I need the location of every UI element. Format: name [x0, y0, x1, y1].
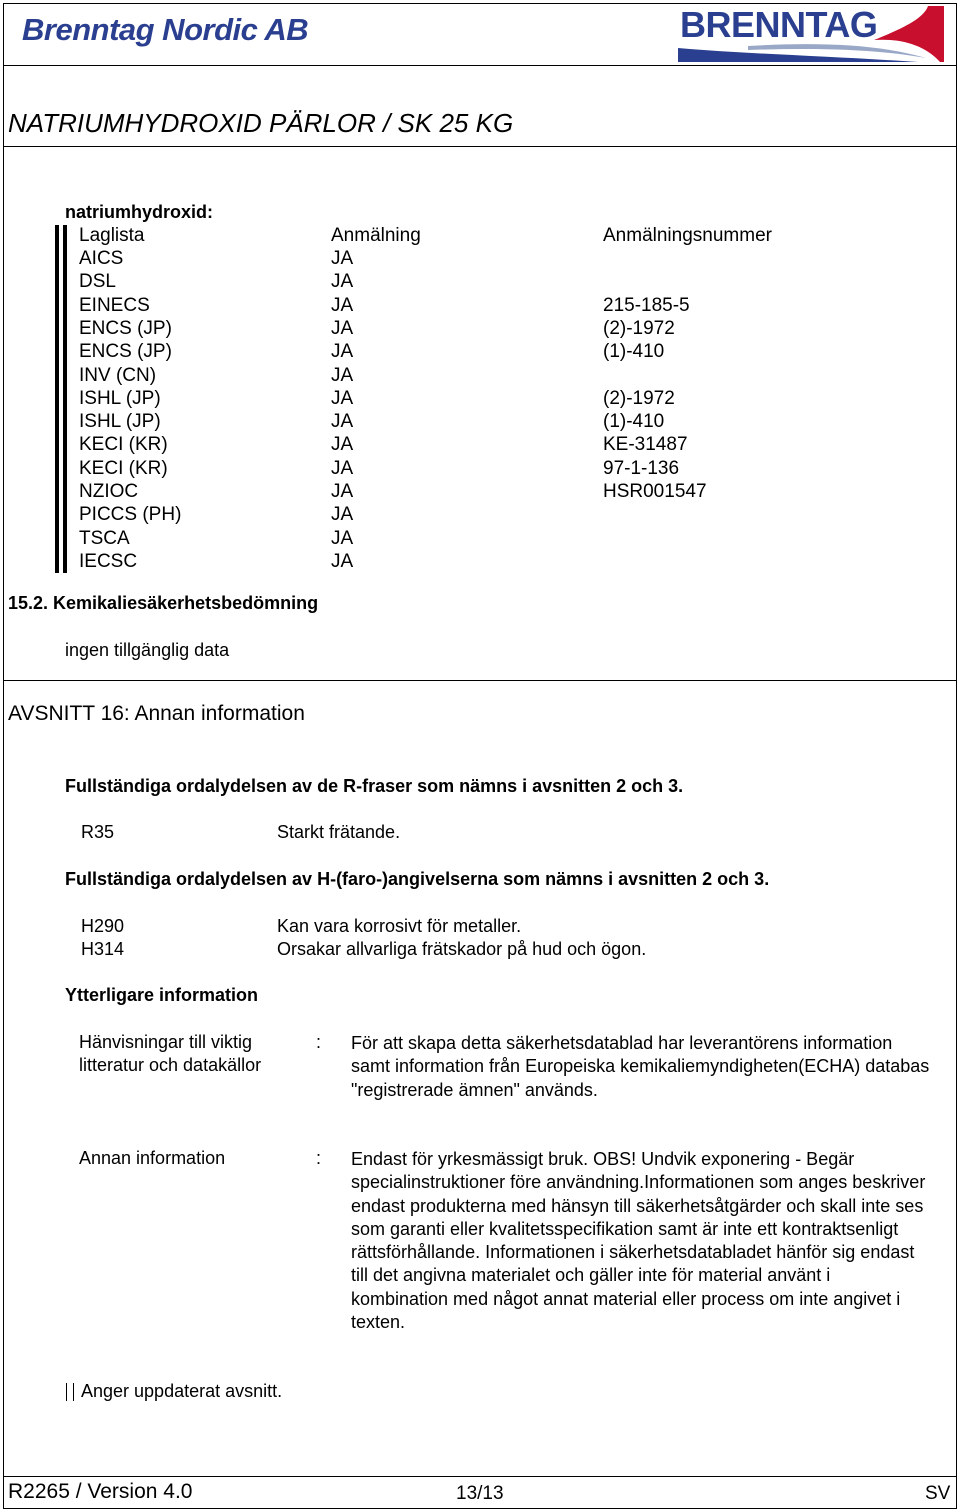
brenntag-logo — [678, 4, 946, 64]
inventory-list: INV (CN) — [79, 364, 157, 386]
inventory-number: (2)-1972 — [603, 387, 675, 409]
change-marker-bar-1 — [66, 1383, 67, 1401]
inventory-number: 215-185-5 — [603, 294, 690, 316]
h-statement-text: Orsakar allvarliga frätskador på hud och ögon. — [277, 939, 647, 959]
inventory-notification: JA — [331, 457, 354, 479]
inventory-notification: JA — [331, 271, 354, 293]
inventory-notification: JA — [331, 411, 354, 433]
inventory-notification: JA — [331, 294, 354, 316]
brenntag-logo-text: BRENNTAG — [680, 4, 878, 45]
inventory-list: KECI (KR) — [79, 434, 168, 456]
inventory-notification: JA — [331, 527, 354, 549]
col-header-notification: Anmälning — [331, 225, 421, 246]
section-15-2-text: ingen tillgänglig data — [65, 640, 230, 660]
inventory-number: (1)-410 — [603, 411, 665, 433]
inventory-number: 97-1-136 — [603, 457, 680, 479]
inventory-notification: JA — [331, 504, 354, 526]
section-16-heading: AVSNITT 16: Annan information — [8, 702, 305, 725]
col-header-list: Laglista — [79, 225, 145, 246]
company-logo-left: Brenntag Nordic AB — [22, 12, 309, 47]
section-16-divider — [3, 680, 957, 681]
inventory-list: TSCA — [79, 527, 130, 549]
r-phrase-text: Starkt frätande. — [277, 822, 401, 842]
h-statement-code: H314 — [81, 939, 125, 959]
inventory-list: IECSC — [79, 550, 138, 572]
footer-version: R2265 / Version 4.0 — [8, 1480, 193, 1503]
further-info-heading: Ytterligare information — [65, 985, 259, 1005]
references-text: För att skapa detta säkerhetsdatablad har leverantörens information samt information från Europeiska kemikaliemyndigheten(ECHA) databas "registrerade ämnen" används. — [351, 1033, 930, 1100]
references-label: Hänvisningar till viktig — [79, 1032, 253, 1052]
inventory-notification: JA — [331, 248, 354, 269]
inventory-notification: JA — [331, 364, 354, 386]
inventory-number: HSR001547 — [603, 481, 707, 502]
r-phrases-heading: Fullständiga ordalydelsen av de R-fraser som nämns i avsnitten 2 och 3. — [65, 776, 684, 796]
inventory-list: KECI (KR) — [79, 457, 168, 479]
footer-page-number: 13/13 — [456, 1483, 504, 1504]
title-divider — [3, 146, 957, 147]
other-info-text: Endast för yrkesmässigt bruk. OBS! Undvik exponering - Begär specialinstruktioner före användning.Informationen som anges beskriver endast produkterna med hänsyn till säkerhetsåtgärder och skall inte ses som garanti eller kvalitetsspecifikation samt är inte ett kontraktsenligt rättsförhållande. Informationen i säkerhetsdatabladet hänför sig endast till det angivna materialet och gäller inte för material använt i kombination med något annat material eller process om inte angivet i texten. — [351, 1149, 926, 1333]
inventory-list: ISHL (JP) — [79, 411, 161, 433]
references-colon: : — [316, 1032, 322, 1052]
inventory-notification: JA — [331, 387, 354, 409]
inventory-notification: JA — [331, 481, 354, 502]
change-marker-bar-2 — [73, 1383, 74, 1401]
inventory-notification: JA — [331, 434, 354, 456]
footer-divider — [3, 1476, 957, 1477]
inventory-notification: JA — [331, 550, 354, 572]
header-divider — [3, 65, 957, 66]
other-info-colon: : — [316, 1148, 322, 1168]
r-phrase-code: R35 — [81, 822, 115, 842]
section-15-2-heading: 15.2. Kemikaliesäkerhetsbedömning — [8, 593, 319, 613]
inventory-list: PICCS (PH) — [79, 504, 182, 526]
inventory-notification: JA — [331, 341, 354, 363]
inventory-number: (2)-1972 — [603, 317, 675, 339]
change-bar-2 — [63, 225, 67, 573]
inventory-list: NZIOC — [79, 481, 139, 502]
product-title: NATRIUMHYDROXID PÄRLOR / SK 25 KG — [8, 108, 514, 138]
inventory-list: DSL — [79, 271, 116, 293]
inventory-list: ISHL (JP) — [79, 387, 161, 409]
col-header-number: Anmälningsnummer — [603, 225, 772, 246]
footer-language: SV — [925, 1483, 951, 1504]
inventory-list: ENCS (JP) — [79, 317, 172, 339]
h-statement-code: H290 — [81, 916, 125, 936]
inventory-notification: JA — [331, 317, 354, 339]
inventory-number: (1)-410 — [603, 341, 665, 363]
h-statement-text: Kan vara korrosivt för metaller. — [277, 916, 522, 936]
inventory-number: KE-31487 — [603, 434, 688, 456]
change-note: Anger uppdaterat avsnitt. — [81, 1381, 283, 1401]
inventory-list: ENCS (JP) — [79, 341, 172, 363]
references-label: litteratur och datakällor — [79, 1055, 262, 1075]
substance-name: natriumhydroxid: — [65, 202, 214, 222]
other-info-label: Annan information — [79, 1148, 226, 1168]
change-bar-1 — [55, 225, 59, 573]
inventory-list: EINECS — [79, 294, 150, 316]
inventory-list: AICS — [79, 248, 124, 269]
h-statements-heading: Fullständiga ordalydelsen av H-(faro-)angivelserna som nämns i avsnitten 2 och 3. — [65, 869, 770, 889]
